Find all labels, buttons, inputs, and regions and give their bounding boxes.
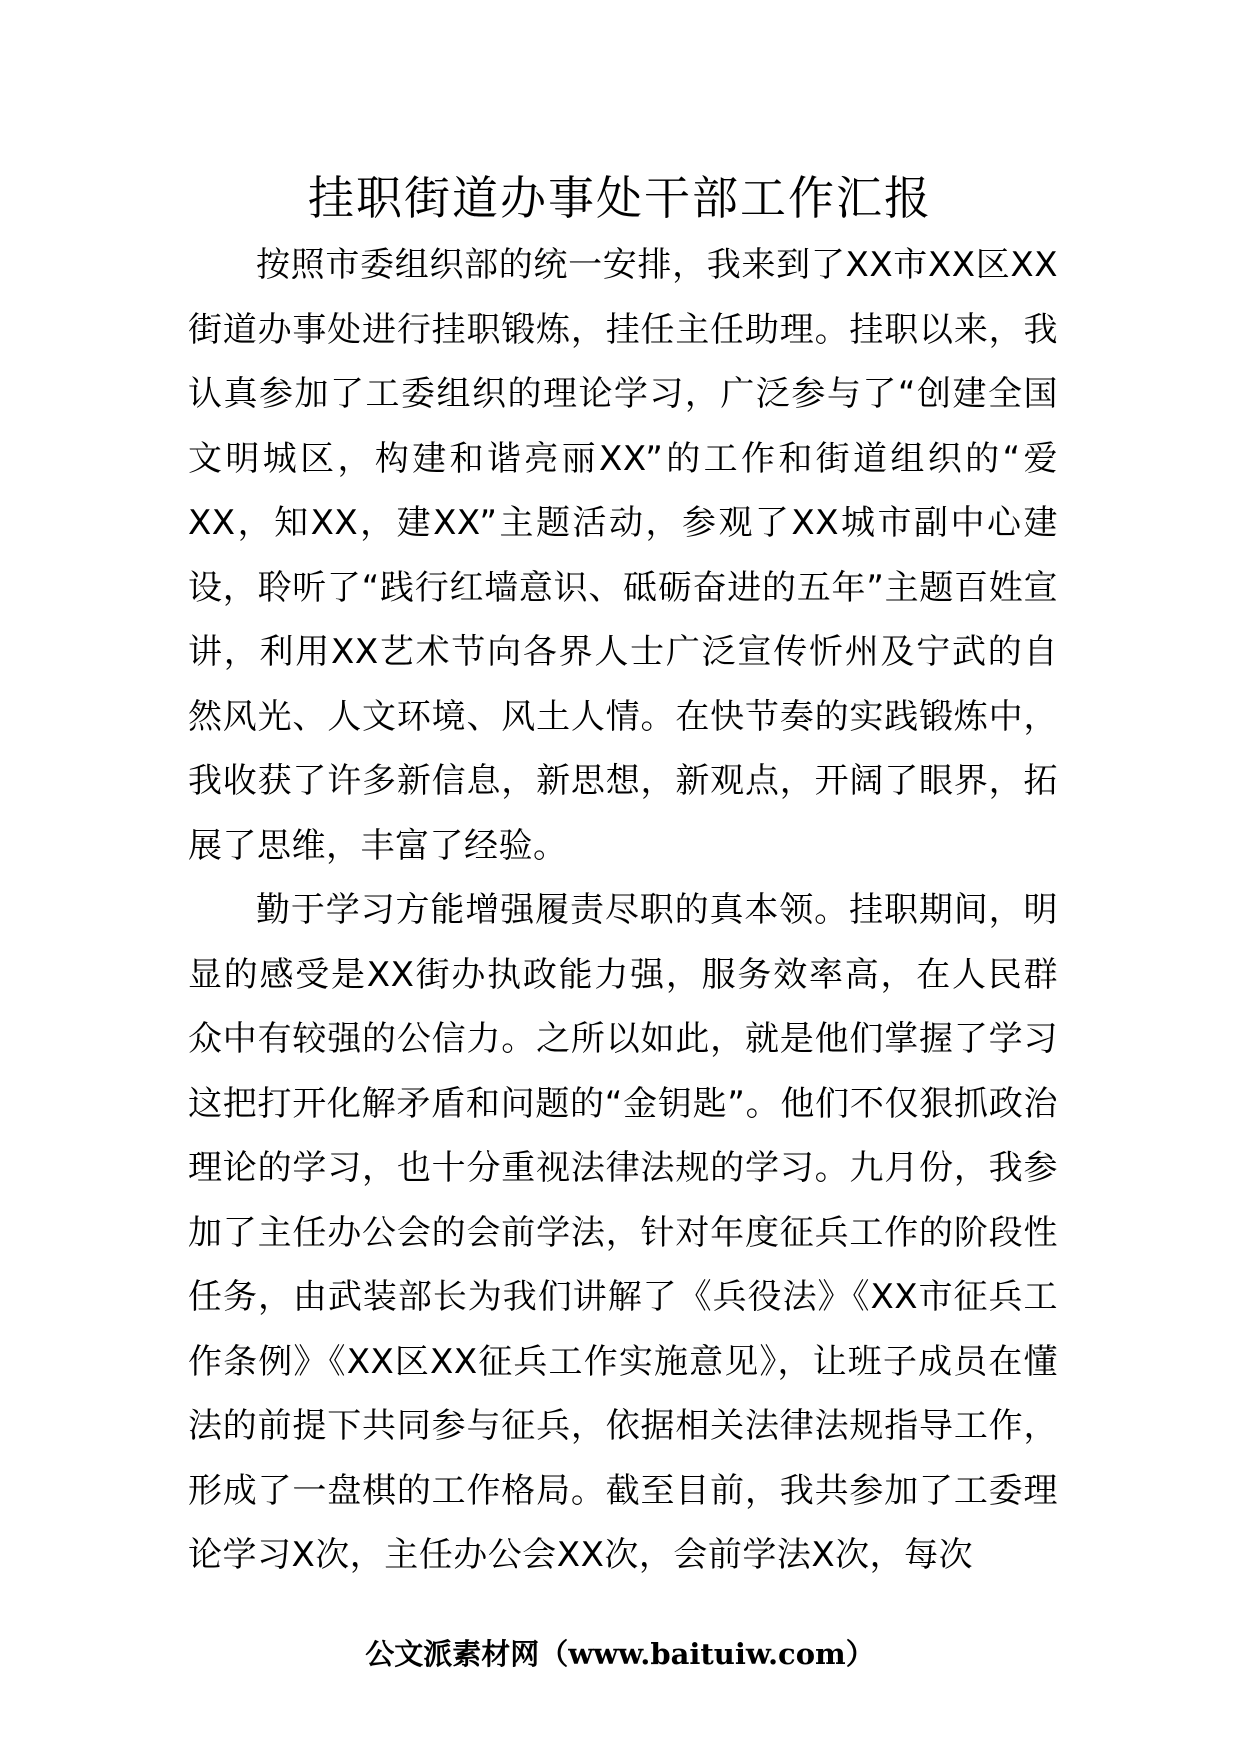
document-title: 挂职街道办事处干部工作汇报 — [308, 171, 932, 225]
footer-watermark: 公文派素材网（www.baituiw.com） — [365, 1637, 875, 1671]
body-paragraph: 勤于学习方能增强履责尽职的真本领。挂职期间，明显的感受是XX街办执政能力强，服务效率高，在人民群众中有较强的公信力。之所以如此，就是他们掌握了学习这把打开化解矛盾和问题的“金钥匙”。他们不仅狠抓政治理论的学习，也十分重视法律法规的学习。九月份，我参加了主任办公会的会前学法，针对年度征兵工作的阶段性任务，由武装部长为我们讲解了《兵役法》《XX市征兵工作条例》《XX区XX征兵工作实施意见》，让班子成员在懂法的前提下共同参与征兵，依据相关法律法规指导工作，形成了一盘棋的工作格局。截至目前，我共参加了工委理论学习X次，主任办公会XX次，会前学法X次，每次 — [188, 890, 1058, 1575]
body-paragraph: 按照市委组织部的统一安排，我来到了XX市XX区XX街道办事处进行挂职锻炼，挂任主任助理。挂职以来，我认真参加了工委组织的理论学习，广泛参与了“创建全国文明城区，构建和谐亮丽XX”的工作和街道组织的“爱XX，知XX，建XX”主题活动，参观了XX城市副中心建设，聆听了“践行红墙意识、砥砺奋进的五年”主题百姓宣讲，利用XX艺术节向各界人士广泛宣传忻州及宁武的自然风光、人文环境、风土人情。在快节奏的实践锻炼中，我收获了许多新信息，新思想，新观点，开阔了眼界，拓展了思维，丰富了经验。 — [188, 245, 1058, 866]
document-body — [188, 233, 1058, 1588]
